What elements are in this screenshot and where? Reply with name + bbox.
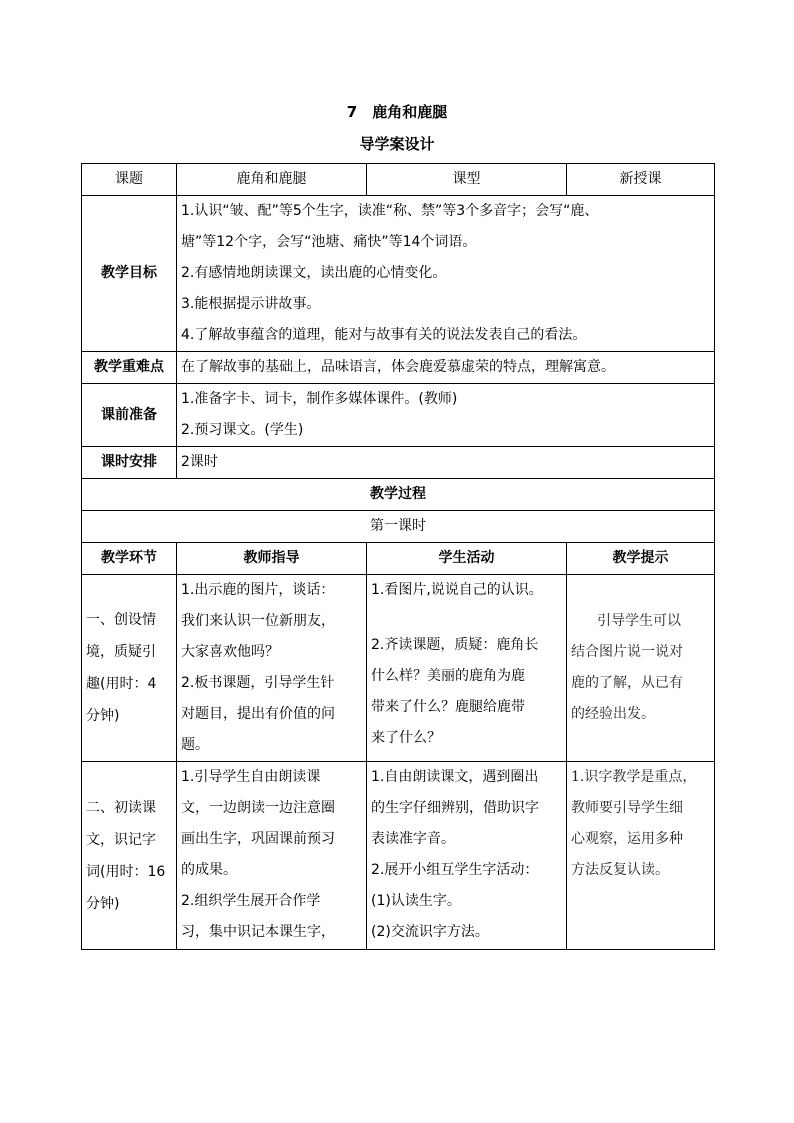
goal-line: 塘”等12个字，会写“池塘、痛快”等14个词语。 xyxy=(181,234,477,250)
stage-line: 文，识记字 xyxy=(86,831,156,848)
doc-subtitle: 导学案设计 xyxy=(359,135,435,153)
difficulty-text: 在了解故事的基础上，品味语言，体会鹿爱慕虚荣的特点，理解寓意。 xyxy=(177,352,715,384)
student-line: 2.展开小组互学生字活动： xyxy=(371,862,539,878)
tip-cell xyxy=(567,762,715,950)
stage-line: 词(用时：16 xyxy=(86,863,166,880)
type-value: 新授课 xyxy=(567,164,715,196)
student-line: 带来了什么？鹿腿给鹿带 xyxy=(371,699,525,715)
period-title: 第一课时 xyxy=(82,511,715,543)
difficulty-row xyxy=(82,352,715,384)
stage-line: 二、初读课 xyxy=(86,799,156,816)
goals-content xyxy=(177,196,715,352)
goal-line: 4.了解故事蕴含的道理，能对与故事有关的说法发表自己的看法。 xyxy=(181,327,587,343)
teacher-cell xyxy=(177,762,367,950)
schedule-text: 2课时 xyxy=(177,447,715,479)
student-cell xyxy=(367,575,567,762)
topic-value: 鹿角和鹿腿 xyxy=(177,164,367,196)
goal-line: 2.有感情地朗读课文，读出鹿的心情变化。 xyxy=(181,265,447,281)
prep-line: 2.预习课文。(学生) xyxy=(181,422,304,438)
teacher-line: 文，一边朗读一边注意圈 xyxy=(181,800,335,816)
goals-row xyxy=(82,196,715,352)
goal-line: 1.认识“皱、配”等5个生字，读准“称、禁”等3个多音字；会写“鹿、 xyxy=(181,203,599,219)
process-title: 教学过程 xyxy=(82,479,715,511)
stage-line: 分钟) xyxy=(86,708,120,724)
stage-line: 一、创设情 xyxy=(86,612,156,628)
process-header-row xyxy=(82,543,715,575)
teacher-line: 大家喜欢他吗？ xyxy=(181,644,279,660)
lesson-title: 7 鹿角和鹿腿 xyxy=(346,103,448,121)
student-line: 1.自由朗读课文，遇到圈出 xyxy=(371,769,539,785)
col-header: 教师指导 xyxy=(177,543,367,575)
student-line: (2)交流识字方法。 xyxy=(371,924,489,940)
teacher-line: 1.引导学生自由朗读课 xyxy=(181,769,321,785)
type-label: 课型 xyxy=(367,164,567,196)
prep-row xyxy=(82,384,715,447)
tip-line: 的经验出发。 xyxy=(571,706,655,722)
student-cell xyxy=(367,762,567,950)
tip-line: 方法反复认读。 xyxy=(571,862,669,878)
tip-cell xyxy=(567,575,715,762)
tip-line: 心观察，运用多种 xyxy=(571,831,683,847)
stage-cell xyxy=(82,575,177,762)
teacher-line: 对题目，提出有价值的问 xyxy=(181,706,335,722)
difficulty-label: 教学重难点 xyxy=(82,352,177,384)
table-row xyxy=(82,575,715,762)
tip-line: 教师要引导学生细 xyxy=(571,800,683,816)
stage-cell xyxy=(82,762,177,950)
goals-label: 教学目标 xyxy=(82,196,177,352)
schedule-label: 课时安排 xyxy=(82,447,177,479)
tip-line: 结合图片说一说对 xyxy=(571,644,683,660)
prep-label: 课前准备 xyxy=(82,384,177,447)
student-line: (1)认读生字。 xyxy=(371,893,461,909)
prep-content xyxy=(177,384,715,447)
schedule-row xyxy=(82,447,715,479)
period-row xyxy=(82,511,715,543)
stage-line: 分钟) xyxy=(86,895,120,912)
tip-line: 引导学生可以 xyxy=(597,613,681,629)
teacher-line: 2.板书课题，引导学生针 xyxy=(181,675,335,691)
lesson-plan-table xyxy=(81,163,715,950)
tip-line: 1.识字教学是重点， xyxy=(571,769,697,785)
prep-line: 1.准备字卡、词卡，制作多媒体课件。(教师) xyxy=(181,391,458,407)
student-line: 来了什么？ xyxy=(371,730,441,746)
teacher-line: 1.出示鹿的图片，谈话： xyxy=(181,582,335,598)
topic-label: 课题 xyxy=(82,164,177,196)
stage-line: 境，质疑引 xyxy=(86,644,156,660)
teacher-line: 习，集中识记本课生字， xyxy=(181,924,335,940)
teacher-cell xyxy=(177,575,367,762)
student-line: 什么样？美丽的鹿角为鹿 xyxy=(371,668,525,684)
teacher-line: 的成果。 xyxy=(181,862,237,878)
student-line: 1.看图片,说说自己的认识。 xyxy=(371,582,543,598)
student-line: 表读准字音。 xyxy=(371,831,455,847)
table-row xyxy=(82,762,715,950)
teacher-line: 2.组织学生展开合作学 xyxy=(181,893,321,909)
teacher-line: 我们来认识一位新朋友， xyxy=(181,613,335,629)
tip-line: 鹿的了解，从已有 xyxy=(571,675,683,691)
process-title-row xyxy=(82,479,715,511)
goal-line: 3.能根据提示讲故事。 xyxy=(181,296,321,312)
col-header: 教学环节 xyxy=(82,543,177,575)
teacher-line: 画出生字，巩固课前预习 xyxy=(181,831,335,847)
col-header: 教学提示 xyxy=(567,543,715,575)
stage-line: 趣(用时：4 xyxy=(86,676,157,692)
header-row xyxy=(82,164,715,196)
student-line: 2.齐读课题，质疑：鹿角长 xyxy=(371,637,539,653)
col-header: 学生活动 xyxy=(367,543,567,575)
student-line: 的生字仔细辨别，借助识字 xyxy=(371,800,539,816)
teacher-line: 题。 xyxy=(181,737,209,753)
